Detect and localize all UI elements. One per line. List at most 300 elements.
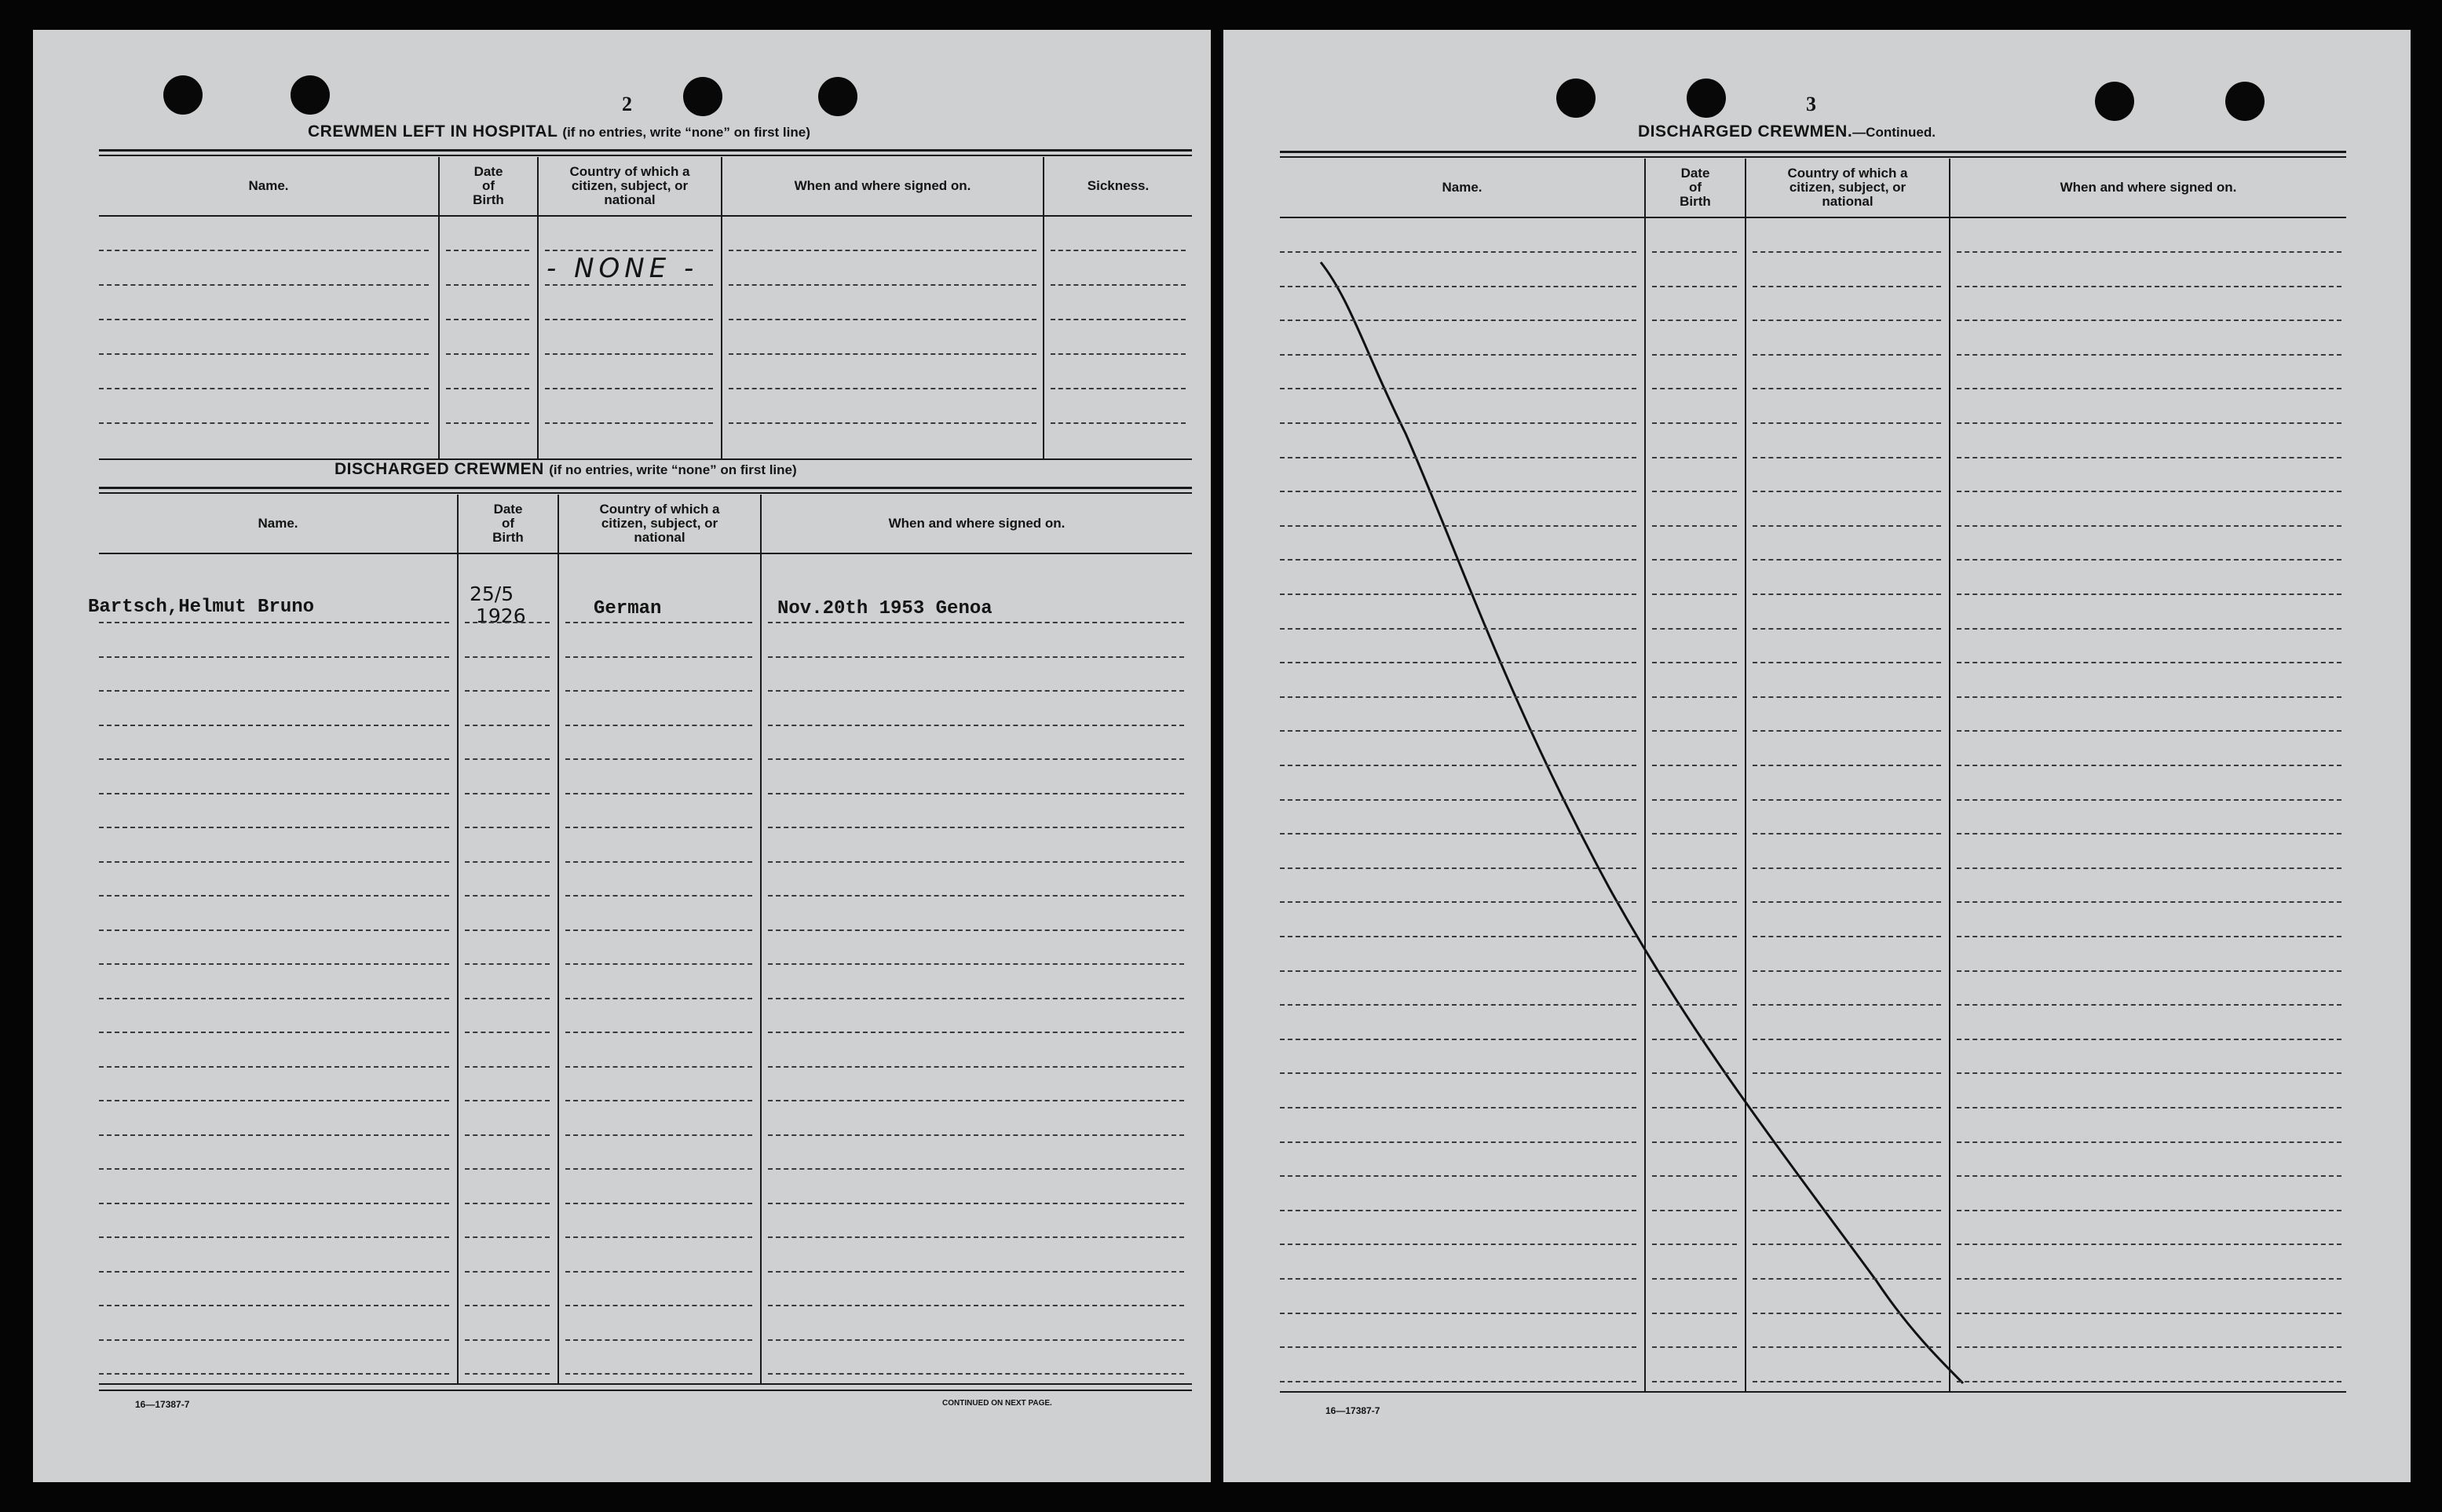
- ruled-line: [1652, 457, 1737, 458]
- ruled-line: [1280, 970, 1636, 972]
- ruled-line: [1280, 867, 1636, 869]
- ruled-line: [465, 622, 550, 623]
- ruled-line: [1280, 799, 1636, 801]
- ruled-line: [1652, 1072, 1737, 1074]
- ruled-line: [1280, 765, 1636, 766]
- form-number: 16—17387-7: [1325, 1405, 1380, 1416]
- ruled-line: [565, 1100, 752, 1101]
- ruled-line: [1652, 286, 1737, 287]
- ruled-line: [446, 422, 529, 424]
- ruled-line: [446, 319, 529, 320]
- page-number: 2: [622, 93, 632, 115]
- ruled-line: [565, 1168, 752, 1170]
- ruled-line: [768, 758, 1184, 760]
- ruled-line: [1957, 901, 2341, 903]
- ruled-line: [565, 1305, 752, 1306]
- ruled-line: [1652, 901, 1737, 903]
- ruled-line: [545, 250, 713, 251]
- ruled-line: [99, 422, 429, 424]
- ruled-line: [1753, 525, 1941, 527]
- punch-hole: [1687, 79, 1726, 118]
- ruled-line: [99, 1032, 449, 1033]
- ruled-line: [1280, 1313, 1636, 1314]
- continued-title-text: DISCHARGED CREWMEN.: [1638, 122, 1853, 141]
- ruled-line: [768, 1236, 1184, 1238]
- ruled-line: [1753, 422, 1941, 424]
- ruled-line: [1280, 491, 1636, 492]
- ruled-line: [565, 998, 752, 999]
- ruled-line: [1753, 628, 1941, 630]
- hospital-instruction: (if no entries, write “none” on first line): [562, 125, 810, 140]
- ruled-line: [1280, 1346, 1636, 1348]
- ruled-line: [1280, 662, 1636, 663]
- ruled-line: [99, 690, 449, 692]
- ruled-line: [565, 758, 752, 760]
- ruled-line: [565, 725, 752, 726]
- ruled-line: [1753, 1381, 1941, 1382]
- ruled-line: [99, 250, 429, 251]
- ruled-line: [1753, 696, 1941, 698]
- ruled-line: [1753, 765, 1941, 766]
- ruled-line: [465, 1271, 550, 1273]
- ruled-line: [1957, 286, 2341, 287]
- ruled-line: [1957, 1141, 2341, 1143]
- ruled-line: [465, 963, 550, 965]
- ruled-line: [446, 250, 529, 251]
- ruled-line: [1753, 1175, 1941, 1177]
- ruled-line: [465, 1339, 550, 1341]
- ruled-line: [565, 622, 752, 623]
- ruled-line: [446, 353, 529, 355]
- ruled-line: [99, 1305, 449, 1306]
- ruled-line: [465, 758, 550, 760]
- punch-hole: [163, 75, 203, 115]
- ruled-line: [1652, 730, 1737, 732]
- ruled-line: [99, 1100, 449, 1101]
- ruled-line: [1652, 1004, 1737, 1006]
- discharged-section-title: [334, 460, 797, 479]
- ruled-line: [1753, 833, 1941, 835]
- hospital-title-text: CREWMEN LEFT IN HOSPITAL: [308, 122, 558, 141]
- ruled-line: [1652, 251, 1737, 253]
- ruled-line: [1957, 1210, 2341, 1211]
- ruled-line: [1280, 457, 1636, 458]
- ruled-line: [465, 725, 550, 726]
- header-date-of-birth: Date of Birth: [492, 502, 524, 545]
- ruled-line: [565, 690, 752, 692]
- ruled-line: [1957, 1072, 2341, 1074]
- ruled-line: [565, 1134, 752, 1136]
- ruled-line: [1280, 422, 1636, 424]
- punch-hole: [2225, 82, 2265, 121]
- ruled-line: [768, 929, 1184, 931]
- ruled-line: [1957, 559, 2341, 561]
- header-signed-on: When and where signed on.: [794, 178, 971, 193]
- ruled-line: [1957, 662, 2341, 663]
- ruled-line: [1280, 628, 1636, 630]
- ruled-line: [465, 656, 550, 658]
- ruled-line: [768, 1203, 1184, 1204]
- ruled-line: [565, 929, 752, 931]
- ruled-line: [768, 725, 1184, 726]
- ruled-line: [1957, 765, 2341, 766]
- ruled-line: [1753, 1278, 1941, 1280]
- ruled-line: [565, 827, 752, 828]
- ruled-line: [1280, 1175, 1636, 1177]
- ruled-line: [1957, 1107, 2341, 1108]
- ruled-line: [1957, 1381, 2341, 1382]
- ruled-line: [1957, 628, 2341, 630]
- ruled-line: [1753, 799, 1941, 801]
- ruled-line: [1280, 1004, 1636, 1006]
- ruled-line: [99, 758, 449, 760]
- ruled-line: [99, 656, 449, 658]
- ruled-line: [545, 388, 713, 389]
- ruled-line: [768, 690, 1184, 692]
- ruled-line: [1957, 696, 2341, 698]
- form-page-left: [33, 30, 1211, 1482]
- header-signed-on: When and where signed on.: [2060, 180, 2237, 195]
- ruled-line: [1652, 559, 1737, 561]
- ruled-line: [1753, 251, 1941, 253]
- ruled-line: [729, 284, 1036, 286]
- ruled-line: [99, 861, 449, 863]
- ruled-line: [99, 827, 449, 828]
- ruled-line: [1280, 593, 1636, 595]
- ruled-line: [1957, 388, 2341, 389]
- ruled-line: [1280, 1107, 1636, 1108]
- header-date-of-birth: Date of Birth: [473, 164, 504, 207]
- continued-suffix: —Continued.: [1852, 125, 1936, 140]
- ruled-line: [1652, 936, 1737, 937]
- ruled-line: [1652, 799, 1737, 801]
- ruled-line: [1957, 833, 2341, 835]
- ruled-line: [1652, 1313, 1737, 1314]
- ruled-line: [99, 353, 429, 355]
- ruled-line: [565, 1066, 752, 1068]
- ruled-line: [99, 1373, 449, 1375]
- ruled-line: [768, 1339, 1184, 1341]
- ruled-line: [465, 998, 550, 999]
- crewman-name: Bartsch,Helmut Bruno: [88, 597, 315, 618]
- crewman-dob-day-month: 25/5: [470, 583, 514, 605]
- ruled-line: [1753, 662, 1941, 663]
- ruled-line: [1753, 593, 1941, 595]
- ruled-line: [1957, 1004, 2341, 1006]
- punch-hole: [1556, 79, 1596, 118]
- ruled-line: [99, 1339, 449, 1341]
- ruled-line: [768, 793, 1184, 794]
- ruled-line: [1753, 1346, 1941, 1348]
- ruled-line: [768, 1066, 1184, 1068]
- ruled-line: [1652, 1381, 1737, 1382]
- ruled-line: [1280, 1072, 1636, 1074]
- ruled-line: [1280, 525, 1636, 527]
- ruled-line: [465, 1134, 550, 1136]
- ruled-line: [1280, 1381, 1636, 1382]
- ruled-line: [99, 1066, 449, 1068]
- ruled-line: [1753, 1313, 1941, 1314]
- form-number: 16—17387-7: [135, 1399, 190, 1410]
- ruled-line: [565, 861, 752, 863]
- ruled-line: [1753, 730, 1941, 732]
- header-date-of-birth: Date of Birth: [1680, 166, 1711, 209]
- ruled-line: [465, 895, 550, 897]
- ruled-line: [1753, 1004, 1941, 1006]
- ruled-line: [1753, 970, 1941, 972]
- ruled-line: [1280, 286, 1636, 287]
- ruled-line: [1753, 936, 1941, 937]
- ruled-line: [465, 1032, 550, 1033]
- ruled-line: [465, 690, 550, 692]
- ruled-line: [545, 319, 713, 320]
- ruled-line: [1753, 457, 1941, 458]
- ruled-line: [1280, 1210, 1636, 1211]
- ruled-line: [729, 250, 1036, 251]
- ruled-line: [99, 388, 429, 389]
- punch-hole: [2095, 82, 2134, 121]
- ruled-line: [1957, 354, 2341, 356]
- ruled-line: [729, 422, 1036, 424]
- ruled-line: [1280, 1039, 1636, 1040]
- ruled-line: [1652, 970, 1737, 972]
- header-country: Country of which a citizen, subject, or national: [1787, 166, 1908, 209]
- ruled-line: [1753, 1244, 1941, 1245]
- ruled-line: [1652, 1346, 1737, 1348]
- ruled-line: [768, 656, 1184, 658]
- ruled-line: [465, 929, 550, 931]
- handwritten-none-entry: - NONE -: [547, 253, 699, 284]
- ruled-line: [768, 895, 1184, 897]
- page-number: 3: [1806, 93, 1816, 115]
- ruled-line: [1652, 388, 1737, 389]
- header-name: Name.: [1442, 180, 1482, 195]
- ruled-line: [99, 1203, 449, 1204]
- hospital-section-title: [308, 122, 810, 141]
- ruled-line: [1957, 1313, 2341, 1314]
- crewman-signed-on: Nov.20th 1953 Genoa: [777, 598, 993, 619]
- ruled-line: [1652, 525, 1737, 527]
- ruled-line: [1753, 354, 1941, 356]
- header-signed-on: When and where signed on.: [888, 516, 1066, 531]
- ruled-line: [1957, 1244, 2341, 1245]
- ruled-line: [1957, 491, 2341, 492]
- ruled-line: [1051, 353, 1186, 355]
- ruled-line: [1957, 730, 2341, 732]
- punch-hole: [818, 77, 857, 116]
- ruled-line: [1957, 970, 2341, 972]
- discharged-continued-table: [1280, 151, 2346, 1407]
- ruled-line: [99, 895, 449, 897]
- ruled-line: [1652, 1175, 1737, 1177]
- ruled-line: [729, 319, 1036, 320]
- ruled-line: [1957, 422, 2341, 424]
- ruled-line: [1280, 833, 1636, 835]
- ruled-line: [768, 1032, 1184, 1033]
- discharged-title-text: DISCHARGED CREWMEN: [334, 460, 544, 478]
- discharged-continued-title: [1638, 122, 1936, 141]
- ruled-line: [1957, 1346, 2341, 1348]
- ruled-line: [99, 319, 429, 320]
- ruled-line: [1652, 491, 1737, 492]
- ruled-line: [1652, 593, 1737, 595]
- ruled-line: [1957, 457, 2341, 458]
- ruled-line: [465, 827, 550, 828]
- ruled-line: [1280, 388, 1636, 389]
- ruled-line: [1957, 593, 2341, 595]
- ruled-line: [1753, 559, 1941, 561]
- ruled-line: [1280, 251, 1636, 253]
- ruled-line: [1753, 867, 1941, 869]
- ruled-line: [1652, 696, 1737, 698]
- ruled-line: [1753, 388, 1941, 389]
- crewman-dob-year: 1926: [476, 604, 526, 627]
- ruled-line: [1280, 559, 1636, 561]
- ruled-line: [1753, 1072, 1941, 1074]
- form-page-right: [1223, 30, 2411, 1482]
- ruled-line: [1051, 422, 1186, 424]
- ruled-line: [99, 1236, 449, 1238]
- ruled-line: [1652, 1210, 1737, 1211]
- ruled-line: [99, 998, 449, 999]
- ruled-line: [729, 353, 1036, 355]
- ruled-line: [1652, 1039, 1737, 1040]
- ruled-line: [565, 1339, 752, 1341]
- header-name: Name.: [248, 178, 289, 193]
- ruled-line: [565, 963, 752, 965]
- ruled-line: [99, 725, 449, 726]
- ruled-line: [768, 1100, 1184, 1101]
- ruled-line: [545, 422, 713, 424]
- ruled-line: [1652, 628, 1737, 630]
- ruled-line: [768, 963, 1184, 965]
- ruled-line: [465, 1236, 550, 1238]
- ruled-line: [1957, 867, 2341, 869]
- ruled-line: [729, 388, 1036, 389]
- ruled-line: [1280, 354, 1636, 356]
- ruled-line: [1652, 867, 1737, 869]
- ruled-line: [1957, 799, 2341, 801]
- ruled-line: [99, 963, 449, 965]
- ruled-line: [1051, 319, 1186, 320]
- ruled-line: [1957, 936, 2341, 937]
- ruled-line: [465, 861, 550, 863]
- ruled-line: [565, 656, 752, 658]
- ruled-line: [1280, 730, 1636, 732]
- ruled-line: [99, 1168, 449, 1170]
- ruled-line: [768, 1134, 1184, 1136]
- ruled-line: [1280, 696, 1636, 698]
- ruled-line: [465, 793, 550, 794]
- ruled-line: [465, 1100, 550, 1101]
- ruled-line: [446, 284, 529, 286]
- ruled-line: [545, 353, 713, 355]
- ruled-line: [465, 1305, 550, 1306]
- ruled-line: [1652, 422, 1737, 424]
- discharged-instruction: (if no entries, write “none” on first line): [549, 462, 797, 477]
- discharged-table: [88, 487, 1192, 1390]
- ruled-line: [1753, 1141, 1941, 1143]
- ruled-line: [465, 1203, 550, 1204]
- ruled-line: [1280, 936, 1636, 937]
- header-country: Country of which a citizen, subject, or national: [569, 164, 690, 207]
- ruled-line: [99, 1271, 449, 1273]
- ruled-line: [1652, 765, 1737, 766]
- ruled-line: [1753, 1210, 1941, 1211]
- ruled-line: [768, 1373, 1184, 1375]
- ruled-line: [1051, 388, 1186, 389]
- ruled-line: [768, 1305, 1184, 1306]
- ruled-line: [1652, 1278, 1737, 1280]
- ruled-line: [1753, 901, 1941, 903]
- ruled-line: [565, 1373, 752, 1375]
- ruled-line: [1957, 320, 2341, 321]
- ruled-line: [1753, 320, 1941, 321]
- ruled-line: [1652, 833, 1737, 835]
- ruled-line: [1652, 320, 1737, 321]
- ruled-line: [99, 929, 449, 931]
- ruled-line: [1753, 1107, 1941, 1108]
- ruled-line: [768, 998, 1184, 999]
- ruled-line: [768, 827, 1184, 828]
- ruled-line: [1957, 1175, 2341, 1177]
- ruled-line: [1957, 1278, 2341, 1280]
- ruled-line: [99, 793, 449, 794]
- ruled-line: [768, 1168, 1184, 1170]
- ruled-line: [545, 284, 713, 286]
- ruled-line: [1652, 1141, 1737, 1143]
- ruled-line: [1753, 1039, 1941, 1040]
- ruled-line: [1652, 354, 1737, 356]
- ruled-line: [1280, 1141, 1636, 1143]
- ruled-line: [565, 1203, 752, 1204]
- header-country: Country of which a citizen, subject, or national: [599, 502, 720, 545]
- crewman-country: German: [594, 598, 662, 619]
- ruled-line: [99, 1134, 449, 1136]
- ruled-line: [1652, 1244, 1737, 1245]
- ruled-line: [446, 388, 529, 389]
- ruled-line: [768, 1271, 1184, 1273]
- header-sickness: Sickness.: [1087, 178, 1150, 193]
- ruled-line: [1280, 1278, 1636, 1280]
- punch-hole: [291, 75, 330, 115]
- ruled-line: [465, 1373, 550, 1375]
- ruled-line: [1652, 662, 1737, 663]
- ruled-line: [565, 1271, 752, 1273]
- ruled-line: [565, 895, 752, 897]
- ruled-line: [99, 284, 429, 286]
- header-name: Name.: [258, 516, 298, 531]
- ruled-line: [565, 793, 752, 794]
- strike-through-line: [1280, 151, 2346, 1407]
- ruled-line: [1051, 250, 1186, 251]
- ruled-line: [565, 1236, 752, 1238]
- ruled-line: [768, 861, 1184, 863]
- ruled-line: [1957, 525, 2341, 527]
- ruled-line: [1280, 901, 1636, 903]
- ruled-line: [565, 1032, 752, 1033]
- hospital-table: [99, 149, 1192, 463]
- ruled-line: [1753, 491, 1941, 492]
- ruled-line: [1652, 1107, 1737, 1108]
- ruled-line: [1753, 286, 1941, 287]
- ruled-line: [768, 622, 1184, 623]
- ruled-line: [1957, 251, 2341, 253]
- punch-hole: [683, 77, 722, 116]
- ruled-line: [1051, 284, 1186, 286]
- ruled-line: [465, 1066, 550, 1068]
- ruled-line: [1280, 1244, 1636, 1245]
